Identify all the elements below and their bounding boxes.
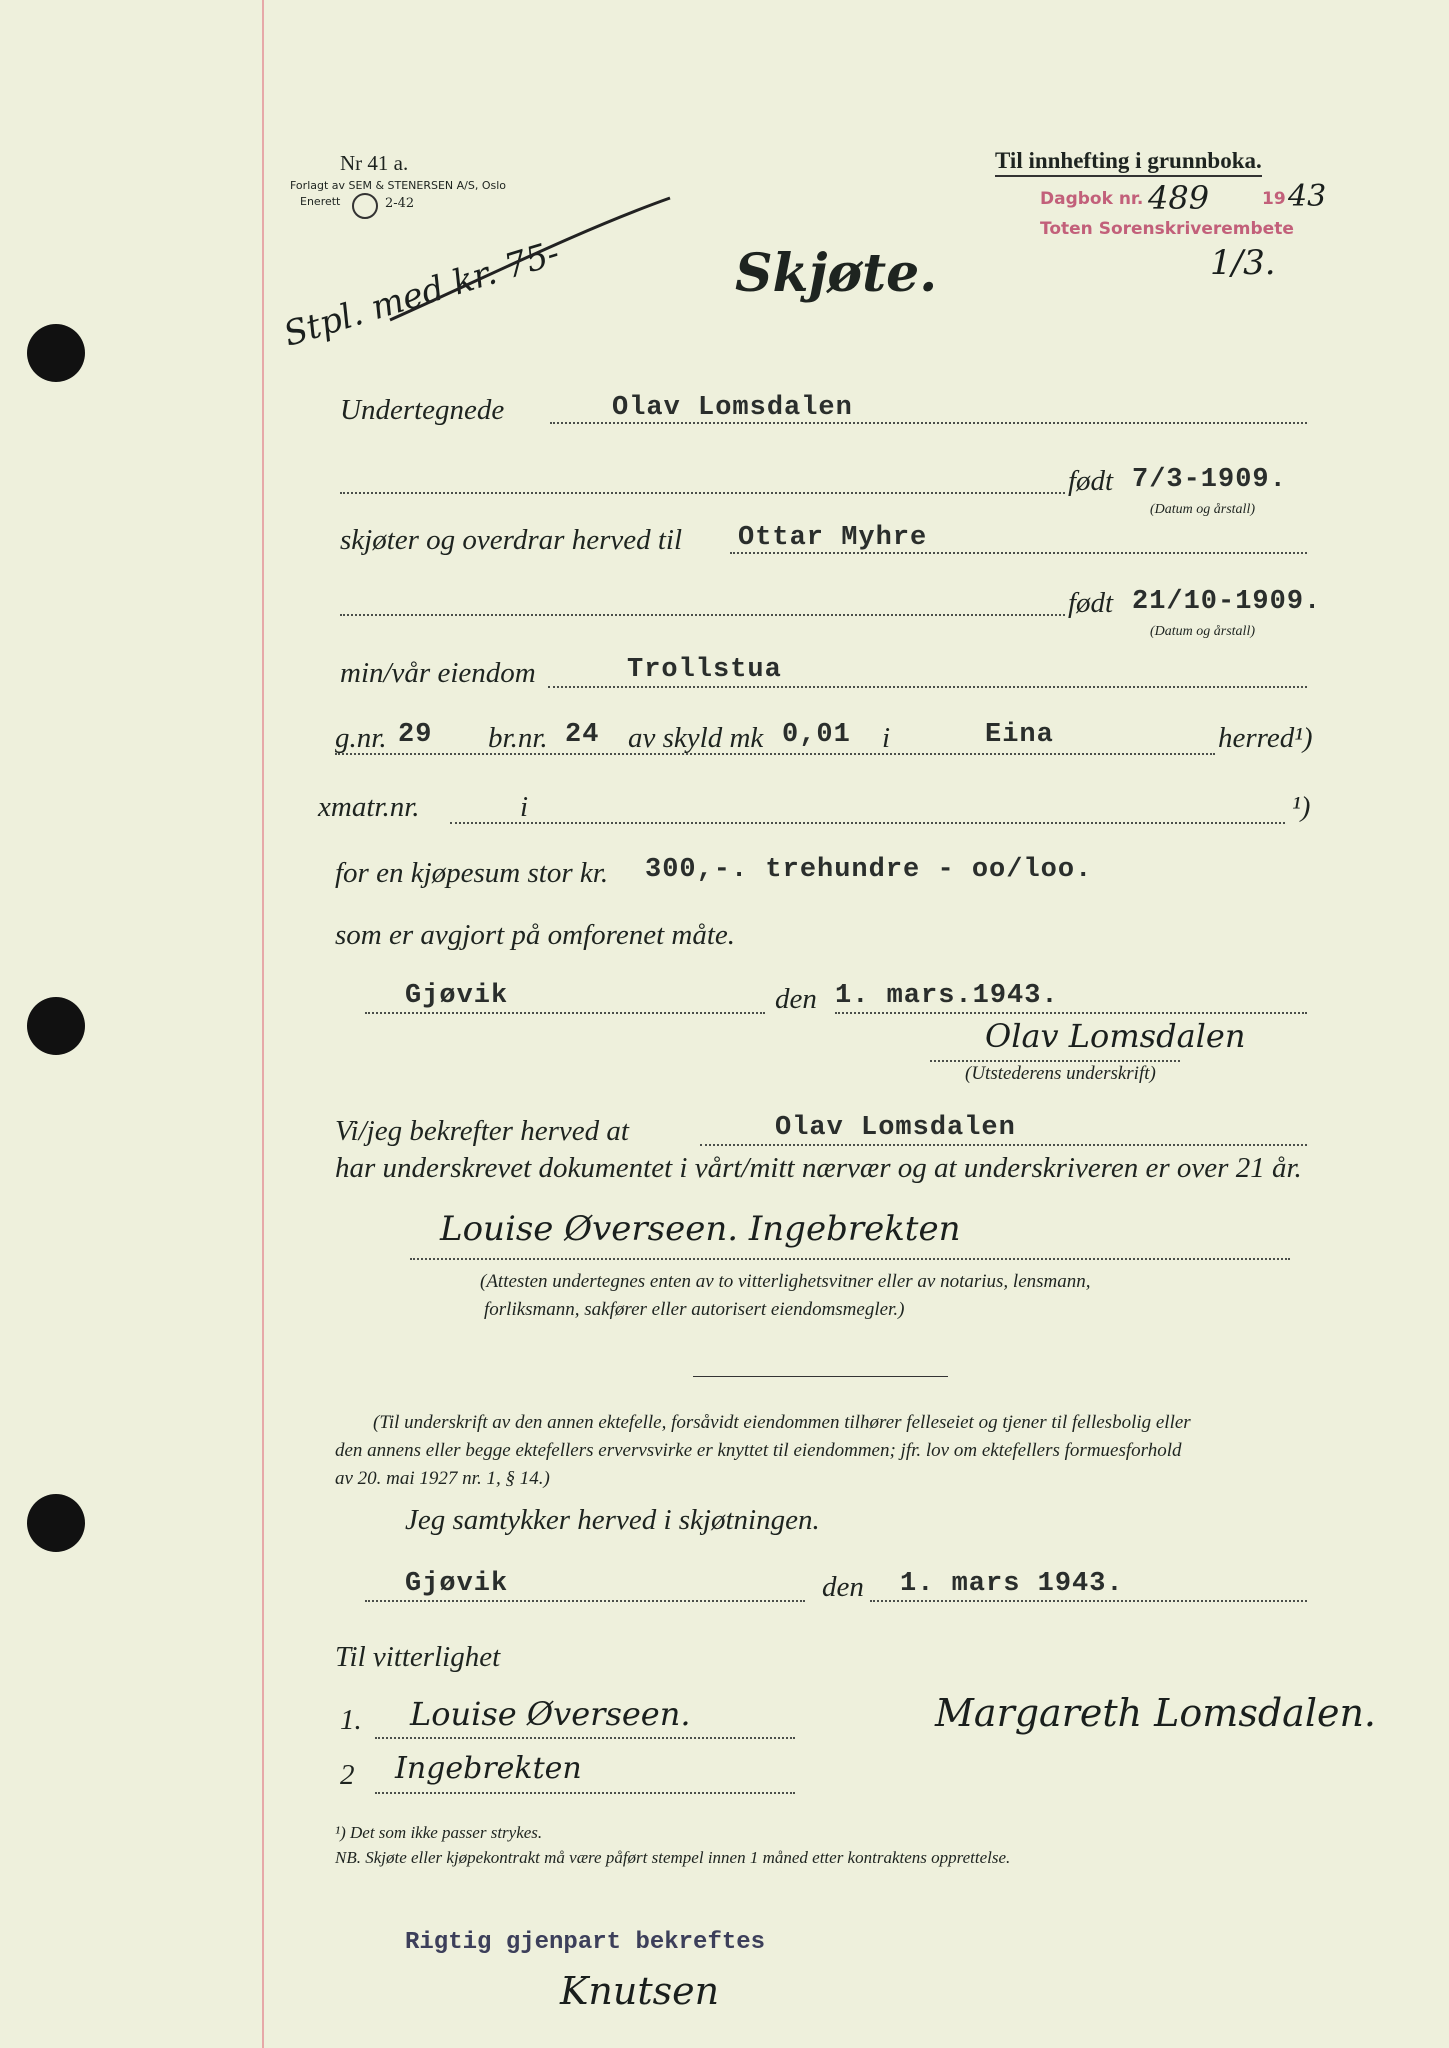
copy-stamp: Rigtig gjenpart bekreftes: [405, 1929, 766, 1956]
publisher-line: Forlagt av SEM & STENERSEN A/S, Oslo: [290, 179, 507, 192]
witness-signatures: Louise Øverseen. Ingebrekten: [440, 1209, 961, 1249]
buyer-birth-date: 21/10-1909.: [1132, 587, 1322, 617]
spouse-signature: Margareth Lomsdalen.: [935, 1691, 1377, 1735]
skyld-value: 0,01: [782, 720, 851, 750]
brnr-label: br.nr.: [488, 722, 548, 754]
spouse-note: (Til underskrift av den annen ektefelle, forsåvidt eiendommen tilhører felleseiet og tjener til fellesbolig eller: [373, 1412, 1191, 1433]
document-title: Skjøte.: [735, 243, 938, 304]
date: 1. mars.1943.: [835, 981, 1059, 1011]
attest-note: forliksmann, sakfører eller autorisert eiendomsmegler.): [484, 1299, 905, 1320]
handwritten-fee-note: Stpl. med kr. 75-: [279, 233, 565, 355]
price-value: 300,-. trehundre - oo/loo.: [645, 855, 1093, 885]
dotted-line: [548, 686, 1307, 688]
seller-signature: Olav Lomsdalen: [985, 1017, 1246, 1055]
dotted-line: [340, 614, 1065, 616]
seller-name: Olav Lomsdalen: [612, 393, 853, 423]
dotted-line: [700, 1144, 1307, 1146]
property-name: Trollstua: [627, 655, 782, 685]
publisher-enerett: Enerett: [300, 195, 341, 208]
punch-hole: [27, 324, 85, 382]
i-label: i: [882, 722, 891, 754]
stamp-date: 1/3.: [1210, 243, 1276, 283]
witness-confirm-name: Olav Lomsdalen: [775, 1113, 1016, 1143]
herred-label: herred¹): [1218, 722, 1313, 754]
divider: [693, 1376, 948, 1377]
signature-line: [410, 1258, 1290, 1260]
fodt-label: født: [1068, 465, 1114, 497]
gnr-label: g.nr.: [335, 722, 387, 754]
eiendom-label: min/vår eiendom: [340, 657, 536, 689]
stamp-dagbok-label: Dagbok nr.: [1040, 189, 1144, 209]
attest-note: (Attesten undertegnes enten av to vitterlighetsvitner eller av notarius, lensmann,: [480, 1271, 1091, 1292]
witness-confirm-label: Vi/jeg bekrefter herved at: [335, 1115, 629, 1147]
form-number: Nr 41 a.: [340, 151, 409, 175]
signature-caption: (Utstederens underskrift): [965, 1063, 1156, 1084]
witness-confirm-line2: har underskrevet dokumentet i vårt/mitt nærvær og at underskriveren er over 21 år.: [335, 1152, 1302, 1184]
witness-2-signature: Ingebrekten: [395, 1751, 582, 1786]
matr-footnote: ¹): [1292, 791, 1311, 823]
datum-hint: (Datum og årstall): [1150, 502, 1255, 517]
nb-note: NB. Skjøte eller kjøpekontrakt må være påført stempel innen 1 måned etter kontraktens opprettelse.: [335, 1848, 1011, 1867]
filing-note: Til innhefting i grunnboka.: [995, 148, 1262, 177]
transfer-label: skjøter og overdrar herved til: [340, 524, 683, 556]
dotted-line: [365, 1600, 805, 1602]
dotted-line: [450, 822, 1285, 824]
signature-line: [930, 1060, 1180, 1062]
skyld-label: av skyld mk: [628, 722, 764, 754]
witness-2-number: 2: [340, 1759, 355, 1791]
dotted-line: [835, 1012, 1307, 1014]
stamp-year-prefix: 19: [1262, 189, 1286, 209]
brnr-value: 24: [565, 720, 600, 750]
copy-signature: Knutsen: [560, 1969, 720, 2013]
fodt-label: født: [1068, 587, 1114, 619]
witness-1-number: 1.: [340, 1704, 362, 1736]
punch-hole: [27, 1494, 85, 1552]
stamp-office: Toten Sorenskriverembete: [1040, 219, 1294, 239]
stamp-dagbok-number: 489: [1148, 179, 1210, 217]
date: 1. mars 1943.: [900, 1569, 1124, 1599]
footnote: ¹) Det som ikke passer strykes.: [335, 1823, 543, 1842]
matr-i-label: i: [520, 791, 529, 823]
signature-line: [375, 1792, 795, 1794]
den-label: den: [822, 1571, 864, 1603]
margin-line: [262, 0, 264, 2048]
place: Gjøvik: [405, 981, 509, 1011]
matrnr-label: xmatr.nr.: [318, 791, 420, 823]
spouse-note: av 20. mai 1927 nr. 1, § 14.): [335, 1468, 550, 1489]
buyer-name: Ottar Myhre: [738, 523, 928, 553]
settled-text: som er avgjort på omforenet måte.: [335, 919, 736, 951]
price-label: for en kjøpesum stor kr.: [335, 857, 609, 889]
undertegnede-label: Undertegnede: [340, 394, 505, 426]
punch-hole: [27, 997, 85, 1055]
dotted-line: [335, 753, 1215, 755]
seller-birth-date: 7/3-1909.: [1132, 465, 1287, 495]
herred-value: Eina: [985, 720, 1054, 750]
publisher-date: 2-42: [385, 196, 415, 211]
stamp-year-suffix: 43: [1288, 179, 1327, 214]
consent-text: Jeg samtykker herved i skjøtningen.: [405, 1504, 820, 1536]
witness-1-signature: Louise Øverseen.: [410, 1695, 691, 1733]
spouse-note: den annens eller begge ektefellers ervervsvirke er knyttet til eiendommen; jfr. lov om ektefellers formuesforhold: [335, 1440, 1182, 1461]
place: Gjøvik: [405, 1569, 509, 1599]
signature-line: [375, 1737, 795, 1739]
dotted-line: [365, 1012, 765, 1014]
den-label: den: [775, 983, 817, 1015]
witness-heading: Til vitterlighet: [335, 1641, 501, 1673]
handwritten-stroke: [380, 190, 680, 330]
dotted-line: [340, 492, 1065, 494]
datum-hint: (Datum og årstall): [1150, 624, 1255, 639]
publisher-logo-icon: [352, 193, 378, 219]
dotted-line: [870, 1600, 1307, 1602]
gnr-value: 29: [398, 720, 433, 750]
